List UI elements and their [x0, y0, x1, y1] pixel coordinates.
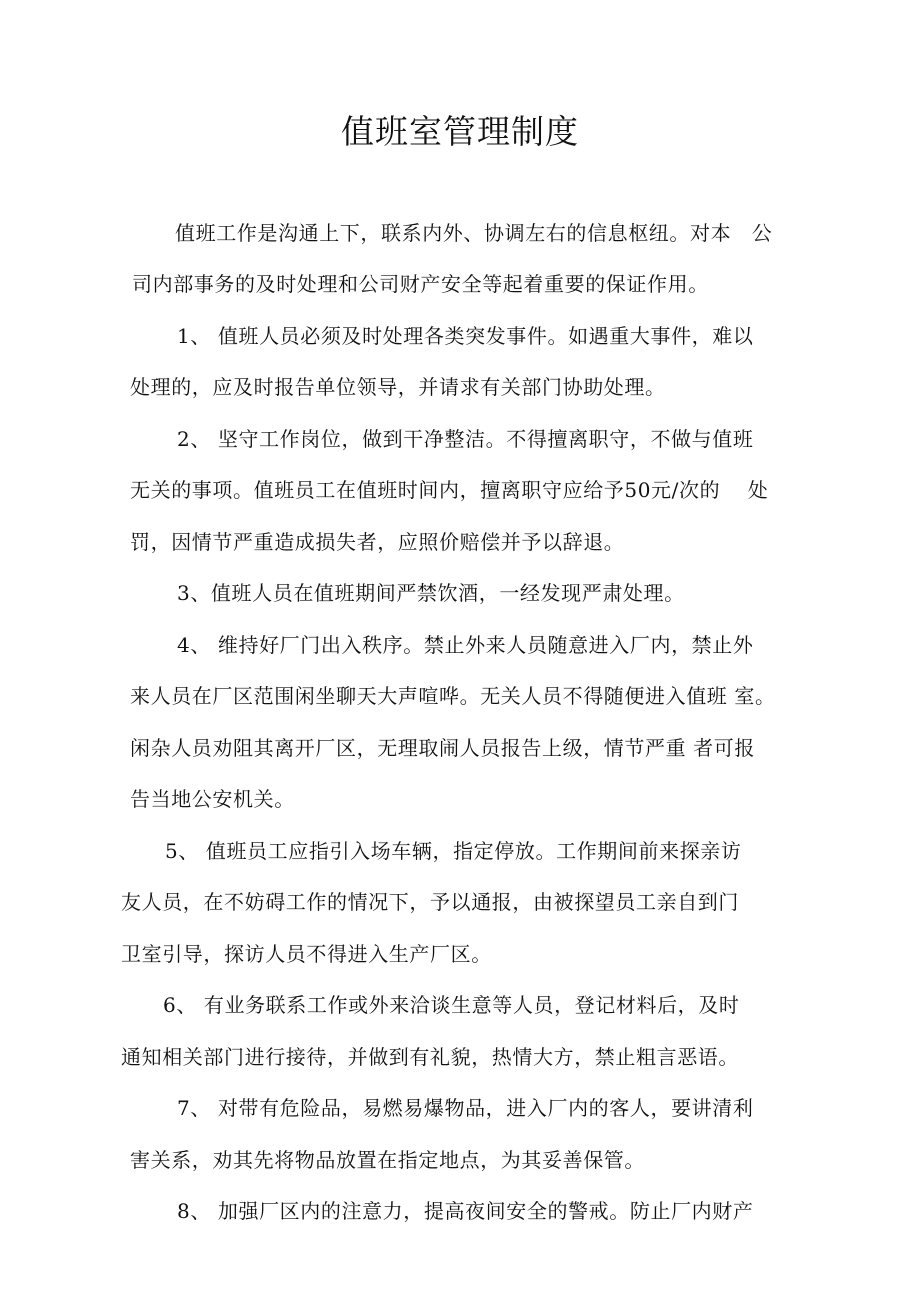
- paragraph-line: 8、 加强厂区内的注意力，提高夜间安全的警戒。防止厂内财产: [177, 1199, 754, 1223]
- paragraph-line: 7、 对带有危险品，易燃易爆物品，进入厂内的客人，要讲清利: [177, 1096, 754, 1120]
- paragraph-line: 6、 有业务联系工作或外来洽谈生意等人员，登记材料后，及时: [163, 993, 740, 1017]
- paragraph-line: 5、 值班员工应指引入场车辆，指定停放。工作期间前来探亲访: [165, 839, 742, 863]
- paragraph-line: 无关的事项。值班员工在值班时间内，擅离职守应给予50元/次的 处: [130, 478, 769, 502]
- paragraph-line: 处理的，应及时报告单位领导，并请求有关部门协助处理。: [130, 375, 666, 399]
- paragraph-line: 友人员，在不妨碍工作的情况下，予以通报，由被探望员工亲自到门: [121, 890, 739, 914]
- paragraph-line: 1、 值班人员必须及时处理各类突发事件。如遇重大事件，难以: [177, 324, 754, 348]
- paragraph-line: 害关系，劝其先将物品放置在指定地点，为其妥善保管。: [130, 1148, 645, 1172]
- paragraph-line: 卫室引导，探访人员不得进入生产厂区。: [121, 942, 492, 966]
- paragraph-line: 通知相关部门进行接待，并做到有礼貌，热情大方，禁止粗言恶语。: [121, 1045, 739, 1069]
- paragraph-line: 值班工作是沟通上下，联系内外、协调左右的信息枢纽。对本 公: [175, 221, 773, 245]
- paragraph-line: 4、 维持好厂门出入秩序。禁止外来人员随意进入厂内，禁止外: [177, 633, 754, 657]
- paragraph-line: 司内部事务的及时处理和公司财产安全等起着重要的保证作用。: [132, 272, 709, 296]
- document-title: 值班室管理制度: [341, 112, 579, 151]
- paragraph-line: 罚，因情节严重造成损失者，应照价赔偿并予以辞退。: [130, 530, 625, 554]
- paragraph-line: 3、值班人员在值班期间严禁饮酒，一经发现严肃处理。: [177, 581, 685, 605]
- paragraph-line: 闲杂人员劝阻其离开厂区，无理取闹人员报告上级，情节严重 者可报: [130, 736, 755, 760]
- paragraph-line: 来人员在厂区范围闲坐聊天大声喧哗。无关人员不得随便进入值班 室。: [130, 684, 776, 708]
- paragraph-line: 告当地公安机关。: [130, 787, 295, 811]
- paragraph-line: 2、 坚守工作岗位，做到干净整洁。不得擅离职守，不做与值班: [177, 427, 754, 451]
